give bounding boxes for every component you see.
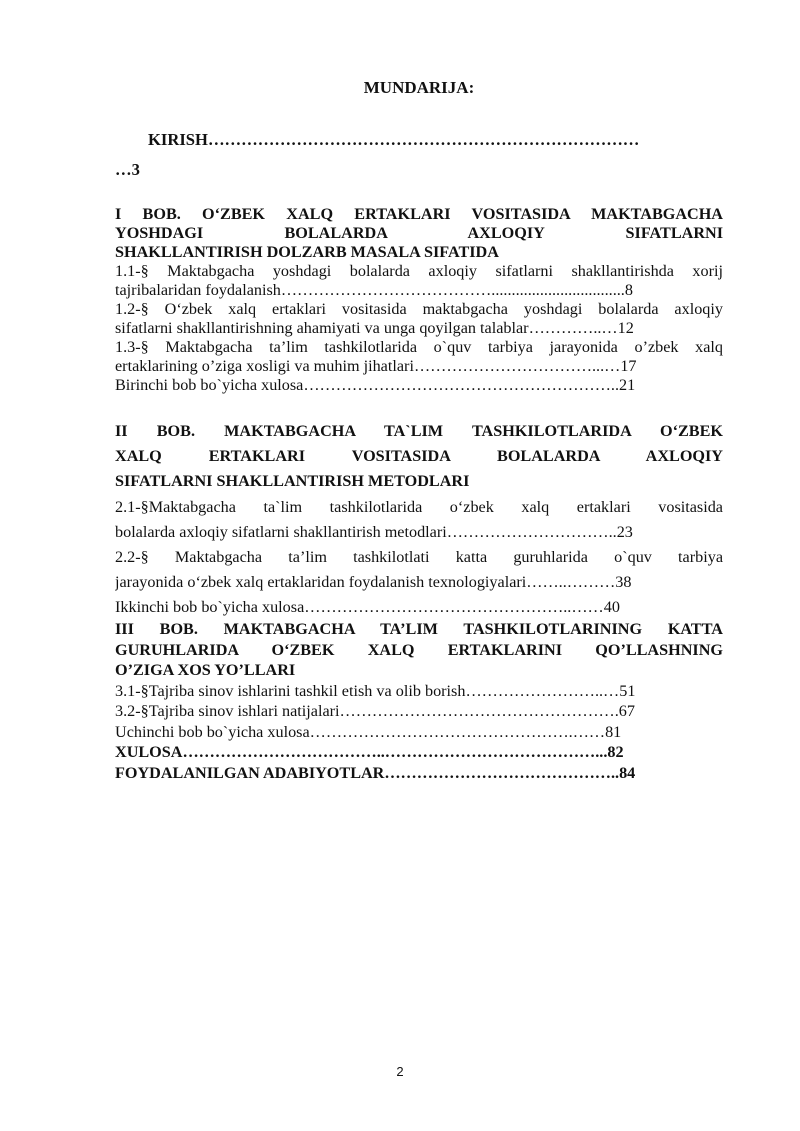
chapter-2-heading-line-1: II BOB. MAKTABGACHA TA`LIM TASHKILOTLARIDA O‘ZBEK <box>115 422 723 440</box>
toc-entry-1-3-line-2: ertaklarining o’ziga xosligi va muhim jihatlari……………………………...…17 <box>115 357 637 375</box>
page-number: 2 <box>396 1064 404 1079</box>
chapter-1-heading-line-3: SHAKLLANTIRISH DOLZARB MASALA SIFATIDA <box>115 243 499 261</box>
toc-entry-1-3-line-1: 1.3-§ Maktabgacha ta’lim tashkilotlarida o`quv tarbiya jarayonida o’zbek xalq <box>115 338 723 356</box>
page-title: MUNDARIJA: <box>363 78 475 97</box>
chapter-2-heading-line-3: SIFATLARNI SHAKLLANTIRISH METODLARI <box>115 472 470 490</box>
toc-entry-1-2-line-2: sifatlarni shakllantirishning ahamiyati va unga qoyilgan talablar…………..…12 <box>115 319 634 337</box>
toc-entry-1-2-line-1: 1.2-§ O‘zbek xalq ertaklari vositasida maktabgacha yoshdagi bolalarda axloqiy <box>115 300 723 318</box>
chapter-1-heading-line-2: YOSHDAGI BOLALARDA AXLOQIY SIFATLARNI <box>115 224 723 242</box>
toc-entry-chapter-1-summary: Birinchi bob bo`yicha xulosa…………………………………………………..21 <box>115 376 636 394</box>
toc-entry-conclusion: XULOSA………………………………..…………………………………...82 <box>115 743 624 761</box>
toc-intro <box>115 125 723 185</box>
toc-entry-2-1-line-2: bolalarda axloqiy sifatlarni shakllantirish metodlari…………………………..23 <box>115 523 633 541</box>
toc-entry-1-1-line-2: tajribalaridan foydalanish………………………………….................................8 <box>115 281 633 299</box>
chapter-2-heading-line-2: XALQ ERTAKLARI VOSITASIDA BOLALARDA AXLOQIY <box>115 447 723 465</box>
chapter-1-heading-line-1: I BOB. O‘ZBEK XALQ ERTAKLARI VOSITASIDA MAKTABGACHA <box>115 205 723 223</box>
toc-entry-2-2-line-1: 2.2-§ Maktabgacha ta’lim tashkilotlati katta guruhlarida o`quv tarbiya <box>115 548 723 566</box>
toc-entry-3-2: 3.2-§Tajriba sinov ishlari natijalari…………………………………………….67 <box>115 702 635 720</box>
toc-entry-3-1: 3.1-§Tajriba sinov ishlarini tashkil etish va olib borish……………………..…51 <box>115 681 636 700</box>
chapter-3-heading-line-1: III BOB. MAKTABGACHA TA’LIM TASHKILOTLARINING KATTA <box>115 620 723 638</box>
intro-line-2: …3 <box>115 160 140 179</box>
toc-chapter-2 <box>115 419 723 620</box>
toc-entry-2-1-line-1: 2.1-§Maktabgacha ta`lim tashkilotlarida o‘zbek xalq ertaklari vositasida <box>115 498 723 516</box>
toc-entry-1-1-line-1: 1.1-§ Maktabgacha yoshdagi bolalarda axloqiy sifatlarni shakllantirishda xorij <box>115 262 723 280</box>
chapter-3-heading-line-3: O’ZIGA XOS YO’LLARI <box>115 661 296 679</box>
toc-entry-references: FOYDALANILGAN ADABIYOTLAR……………………………………..84 <box>115 763 636 782</box>
toc-entry-chapter-3-summary: Uchinchi bob bo`yicha xulosa………………………………………….……81 <box>115 722 622 741</box>
toc-entry-2-2-line-2: jarayonida o‘zbek xalq ertaklaridan foydalanish texnologiyalari……..………38 <box>115 573 632 591</box>
chapter-3-heading-line-2: GURUHLARIDA O‘ZBEK XALQ ERTAKLARINI QO’LLASHNING <box>115 640 723 659</box>
toc-chapter-1 <box>115 205 723 395</box>
toc-chapter-3 <box>115 619 723 783</box>
intro-line-1: KIRISH…………………………………………………………………… <box>148 130 640 149</box>
toc-entry-chapter-2-summary: Ikkinchi bob bo`yicha xulosa…………………………………………..……40 <box>115 598 620 616</box>
